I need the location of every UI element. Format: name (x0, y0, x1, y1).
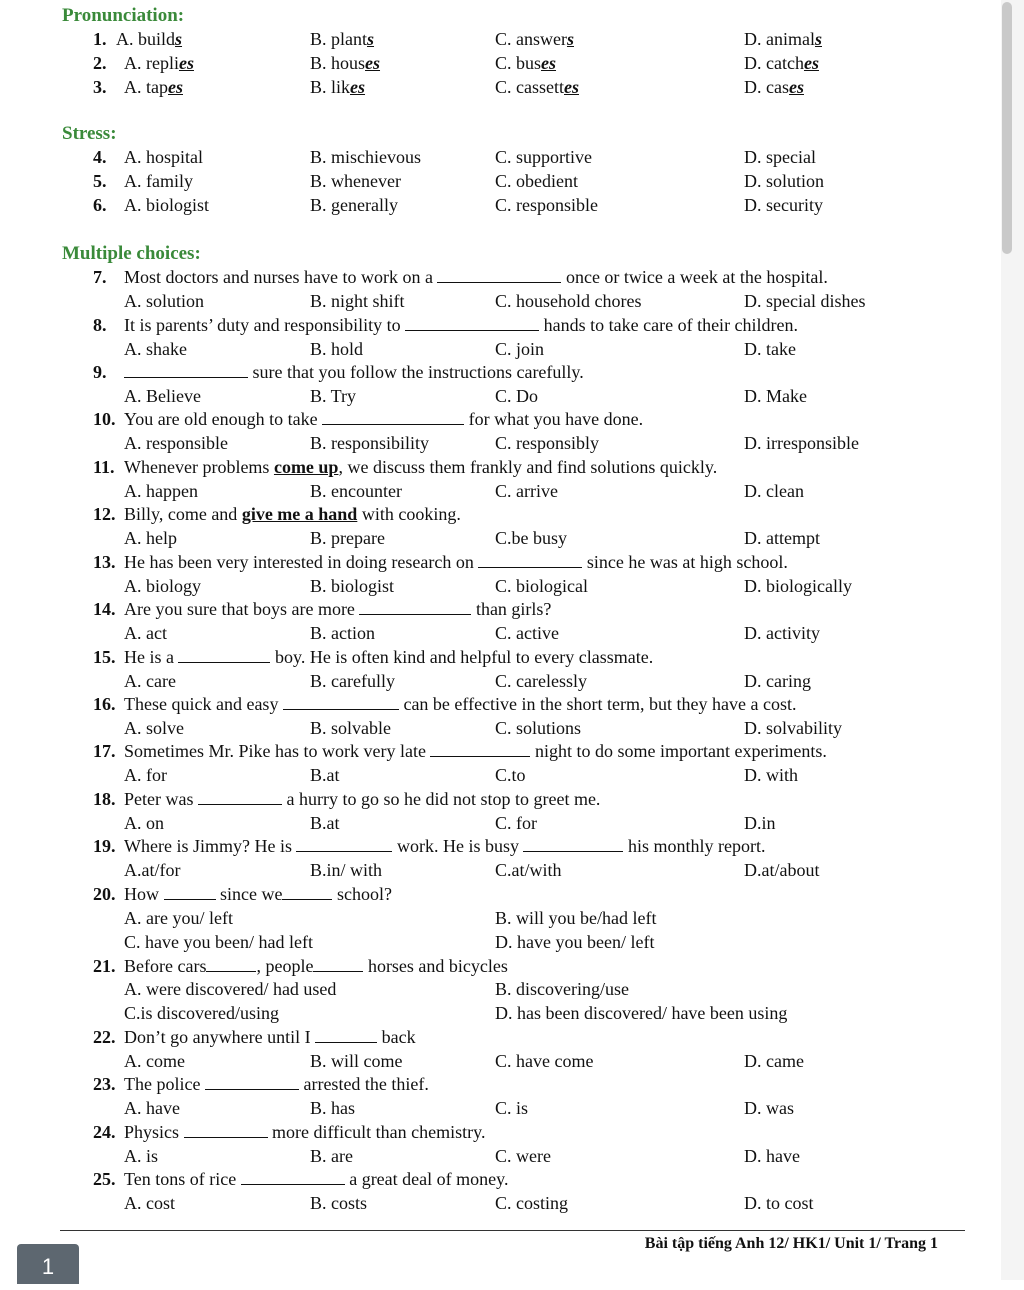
option-c: C. have you been/ had left (124, 932, 313, 952)
option-b: B. generally (310, 195, 398, 215)
question-row: 1. A. builds B. plants C. answers D. animals (93, 29, 822, 49)
option-b: B.at (310, 765, 340, 785)
option-a: A. biologist (124, 195, 210, 215)
question-stem: 16. These quick and easy can be effective in the short term, but they have a cost. (93, 694, 797, 714)
options-row (0, 1003, 1000, 1027)
question-stem: 15. He is a boy. He is often kind and helpful to every classmate. (93, 647, 654, 667)
options-row (0, 481, 1000, 505)
option-d: D. Make (744, 386, 807, 406)
option-c: C. buses (495, 53, 557, 73)
option-b: B. prepare (310, 528, 385, 548)
section-pronunciation: Pronunciation: (62, 5, 185, 26)
question-stem: 20. How since we school? (93, 884, 392, 904)
option-a: A. were discovered/ had used (124, 979, 337, 999)
options-row (0, 671, 1000, 695)
question-stem: 12. Billy, come and give me a hand with cooking. (93, 504, 461, 524)
option-b: B. mischievous (310, 147, 421, 167)
option-d: D. cases (744, 77, 804, 97)
option-a: A. family (124, 171, 193, 191)
scrollbar-thumb[interactable] (1002, 2, 1012, 254)
question-stem: 22. Don’t go anywhere until I back (93, 1027, 416, 1047)
option-d: D. to cost (744, 1193, 814, 1213)
option-d: D. activity (744, 623, 820, 643)
option-c: C.be busy (495, 528, 567, 548)
option-a: A. solution (124, 291, 205, 311)
option-c: C.at/with (495, 860, 562, 880)
question-row: 6. A. biologist B. generally C. responsible D. security (93, 195, 823, 215)
option-b: B.at (310, 813, 340, 833)
option-c: C. is (495, 1098, 529, 1118)
option-b: B.in/ with (310, 860, 383, 880)
section-multiple-choices: Multiple choices: (62, 243, 201, 264)
option-b: B. carefully (310, 671, 395, 691)
section-stress: Stress: (62, 123, 117, 144)
option-c: C.is discovered/using (124, 1003, 279, 1023)
question-stem: 8. It is parents’ duty and responsibility to hands to take care of their children. (93, 315, 799, 335)
question-stem: 14. Are you sure that boys are more than girls? (93, 599, 552, 619)
option-b: B. likes (310, 77, 366, 97)
options-row (0, 908, 1000, 932)
option-c: C. were (495, 1146, 551, 1166)
option-b: B. houses (310, 53, 381, 73)
option-b: B. will you be/had left (495, 908, 657, 928)
option-a: A. solve (124, 718, 184, 738)
page-number-badge[interactable]: 1 (17, 1244, 79, 1284)
question-stem: 18. Peter was a hurry to go so he did not stop to greet me. (93, 789, 601, 809)
option-c: C. arrive (495, 481, 558, 501)
option-d: D. clean (744, 481, 804, 501)
question-row: 4. A. hospital B. mischievous C. supportive D. special (93, 147, 816, 167)
option-a: A. is (124, 1146, 159, 1166)
option-d: D. special (744, 147, 816, 167)
option-c: C. responsibly (495, 433, 600, 453)
option-c: C. solutions (495, 718, 582, 738)
question-stem: 10. You are old enough to take for what you have done. (93, 409, 644, 429)
option-d: D. special dishes (744, 291, 866, 311)
question-stem: 9. sure that you follow the instructions carefully. (93, 362, 584, 382)
question-stem: 11. Whenever problems come up, we discuss them frankly and find solutions quickly. (93, 457, 718, 477)
options-row (0, 386, 1000, 410)
question-stem: 19. Where is Jimmy? He is work. He is busy his monthly report. (93, 836, 766, 856)
option-b: B. costs (310, 1193, 368, 1213)
option-a: A. have (124, 1098, 180, 1118)
option-c: C. biological (495, 576, 588, 596)
option-c: C.to (495, 765, 526, 785)
option-a: A. cost (124, 1193, 175, 1213)
question-stem: 13. He has been very interested in doing research on since he was at high school. (93, 552, 788, 572)
option-b: B. biologist (310, 576, 395, 596)
option-c: C. have come (495, 1051, 594, 1071)
question-stem: 7. Most doctors and nurses have to work on a once or twice a week at the hospital. (93, 267, 828, 287)
options-row (0, 528, 1000, 552)
option-d: D. have (744, 1146, 800, 1166)
options-row (0, 576, 1000, 600)
question-row: 3. A. tapes B. likes C. cassettes D. cases (93, 77, 804, 97)
option-c: C. active (495, 623, 559, 643)
options-row (0, 860, 1000, 884)
option-d: D. irresponsible (744, 433, 859, 453)
option-b: B. Try (310, 386, 357, 406)
option-a: A. shake (124, 339, 187, 359)
option-d: D. have you been/ left (495, 932, 655, 952)
option-b: B. encounter (310, 481, 402, 501)
options-row (0, 932, 1000, 956)
option-b: B. solvable (310, 718, 391, 738)
options-row (0, 1146, 1000, 1170)
option-b: B. has (310, 1098, 355, 1118)
option-b: B. are (310, 1146, 353, 1166)
option-a: A. responsible (124, 433, 228, 453)
options-row (0, 291, 1000, 315)
option-d: D. animals (744, 29, 822, 49)
options-row (0, 623, 1000, 647)
option-b: B. will come (310, 1051, 403, 1071)
option-c: C. obedient (495, 171, 578, 191)
option-d: D. security (744, 195, 823, 215)
question-stem: 25. Ten tons of rice a great deal of money. (93, 1169, 509, 1189)
option-a: A. help (124, 528, 177, 548)
option-d: D. has been discovered/ have been using (495, 1003, 788, 1023)
question-row: 5. A. family B. whenever C. obedient D. solution (93, 171, 825, 191)
option-a: A. hospital (124, 147, 203, 167)
option-c: C. answers (495, 29, 574, 49)
options-row (0, 979, 1000, 1003)
options-row (0, 765, 1000, 789)
option-c: C. supportive (495, 147, 592, 167)
option-a: A. happen (124, 481, 198, 501)
option-c: C. for (495, 813, 537, 833)
option-d: D. solution (744, 171, 825, 191)
option-b: B. hold (310, 339, 364, 359)
option-c: C. join (495, 339, 545, 359)
option-a: A. Believe (124, 386, 201, 406)
option-a: A. come (124, 1051, 185, 1071)
question-stem: 21. Before cars , people horses and bicycles (93, 956, 508, 976)
page-footer: Bài tập tiếng Anh 12/ HK1/ Unit 1/ Trang 1 (644, 1235, 938, 1252)
question-row: 2. A. replies B. houses C. buses D. catches (93, 53, 819, 73)
option-d: D. take (744, 339, 796, 359)
option-c: C. responsible (495, 195, 598, 215)
option-c: C. cassettes (495, 77, 579, 97)
option-b: B. night shift (310, 291, 405, 311)
option-d: D. attempt (744, 528, 820, 548)
option-a: A. replies (124, 53, 194, 73)
options-row (0, 813, 1000, 837)
option-d: D. caring (744, 671, 811, 691)
option-a: A. on (124, 813, 164, 833)
option-a: A. for (124, 765, 167, 785)
options-row (0, 1098, 1000, 1122)
option-a: A.at/for (124, 860, 181, 880)
options-row (0, 433, 1000, 457)
option-b: B. responsibility (310, 433, 430, 453)
option-d: D. with (744, 765, 798, 785)
option-d: D. catches (744, 53, 819, 73)
options-row (0, 339, 1000, 363)
option-a: A. are you/ left (124, 908, 233, 928)
question-stem: 24. Physics more difficult than chemistry. (93, 1122, 486, 1142)
option-a: A. act (124, 623, 167, 643)
option-b: B. discovering/use (495, 979, 629, 999)
option-d: D. was (744, 1098, 794, 1118)
option-c: C. costing (495, 1193, 569, 1213)
question-stem: 17. Sometimes Mr. Pike has to work very late night to do some important experiments. (93, 741, 827, 761)
option-c: C. Do (495, 386, 539, 406)
option-d: D.at/about (744, 860, 820, 880)
options-row (0, 718, 1000, 742)
question-stem: 23. The police arrested the thief. (93, 1074, 429, 1094)
option-c: C. household chores (495, 291, 642, 311)
option-b: B. whenever (310, 171, 401, 191)
option-d: D. came (744, 1051, 804, 1071)
option-c: C. carelessly (495, 671, 587, 691)
option-a: A. tapes (124, 77, 183, 97)
footer-divider (60, 1230, 965, 1231)
option-d: D.in (744, 813, 776, 833)
option-a: A. care (124, 671, 176, 691)
option-d: D. biologically (744, 576, 852, 596)
options-row (0, 1193, 1000, 1217)
option-a: A. builds (116, 29, 183, 49)
options-row (0, 1051, 1000, 1075)
option-d: D. solvability (744, 718, 842, 738)
option-b: B. action (310, 623, 375, 643)
option-b: B. plants (310, 29, 375, 49)
option-a: A. biology (124, 576, 202, 596)
